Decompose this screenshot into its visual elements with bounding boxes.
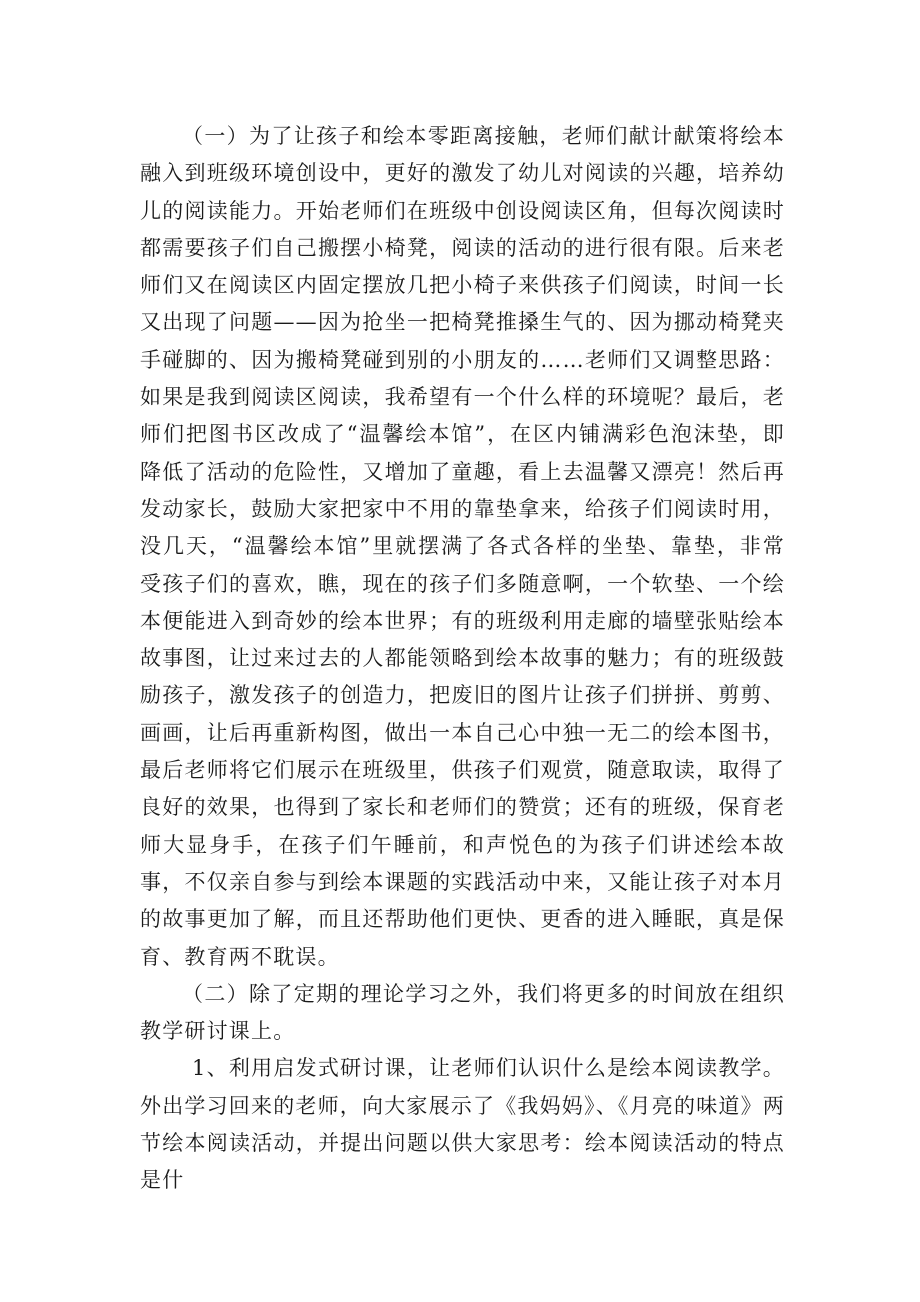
paragraph-environment: （一）为了让孩子和绘本零距离接触，老师们献计献策将绘本融入到班级环境创设中，更好的激发了幼儿对阅读的兴趣，培养幼儿的阅读能力。开始老师们在班级中创设阅读区角，但每次阅读时都需要孩子们自己搬摆小椅凳，阅读的活动的进行很有限。后来老师们又在阅读区内固定摆放几把小椅子来供孩子们阅读，时间一长又出现了问题——因为抢坐一把椅凳推搡生气的、因为挪动椅凳夹手碰脚的、因为搬椅凳碰到别的小朋友的……老师们又调整思路：如果是我到阅读区阅读，我希望有一个什么样的环境呢？最后，老师们把图书区改成了“温馨绘本馆”，在区内铺满彩色泡沫垫，即降低了活动的危险性，又增加了童趣，看上去温馨又漂亮！然后再发动家长，鼓励大家把家中不用的靠垫拿来，给孩子们阅读时用，没几天，“温馨绘本馆”里就摆满了各式各样的坐垫、靠垫，非常受孩子们的喜欢，瞧，现在的孩子们多随意啊，一个软垫、一个绘本便能进入到奇妙的绘本世界；有的班级利用走廊的墙壁张贴绘本故事图，让过来过去的人都能领略到绘本故事的魅力；有的班级鼓励孩子，激发孩子的创造力，把废旧的图片让孩子们拼拼、剪剪、画画，让后再重新构图，做出一本自己心中独一无二的绘本图书，最后老师将它们展示在班级里，供孩子们观赏，随意取读，取得了良好的效果，也得到了家长和老师们的赞赏；还有的班级，保育老师大显身手，在孩子们午睡前，和声悦色的为孩子们讲述绘本故事，不仅亲自参与到绘本课题的实践活动中来，又能让孩子对本月的故事更加了解，而且还帮助他们更快、更香的进入睡眠，真是保育、教育两不耽误。 [140,124,785,969]
paragraph-research-lessons: （二）除了定期的理论学习之外，我们将更多的时间放在组织教学研讨课上。 [140,981,785,1044]
body-text [140,118,785,1200]
paragraph-heuristic-lessons: 1、利用启发式研讨课，让老师们认识什么是绘本阅读教学。外出学习回来的老师，向大家展示了《我妈妈》、《月亮的味道》两节绘本阅读活动，并提出问题以供大家思考：绘本阅读活动的特点是什 [140,1056,785,1193]
